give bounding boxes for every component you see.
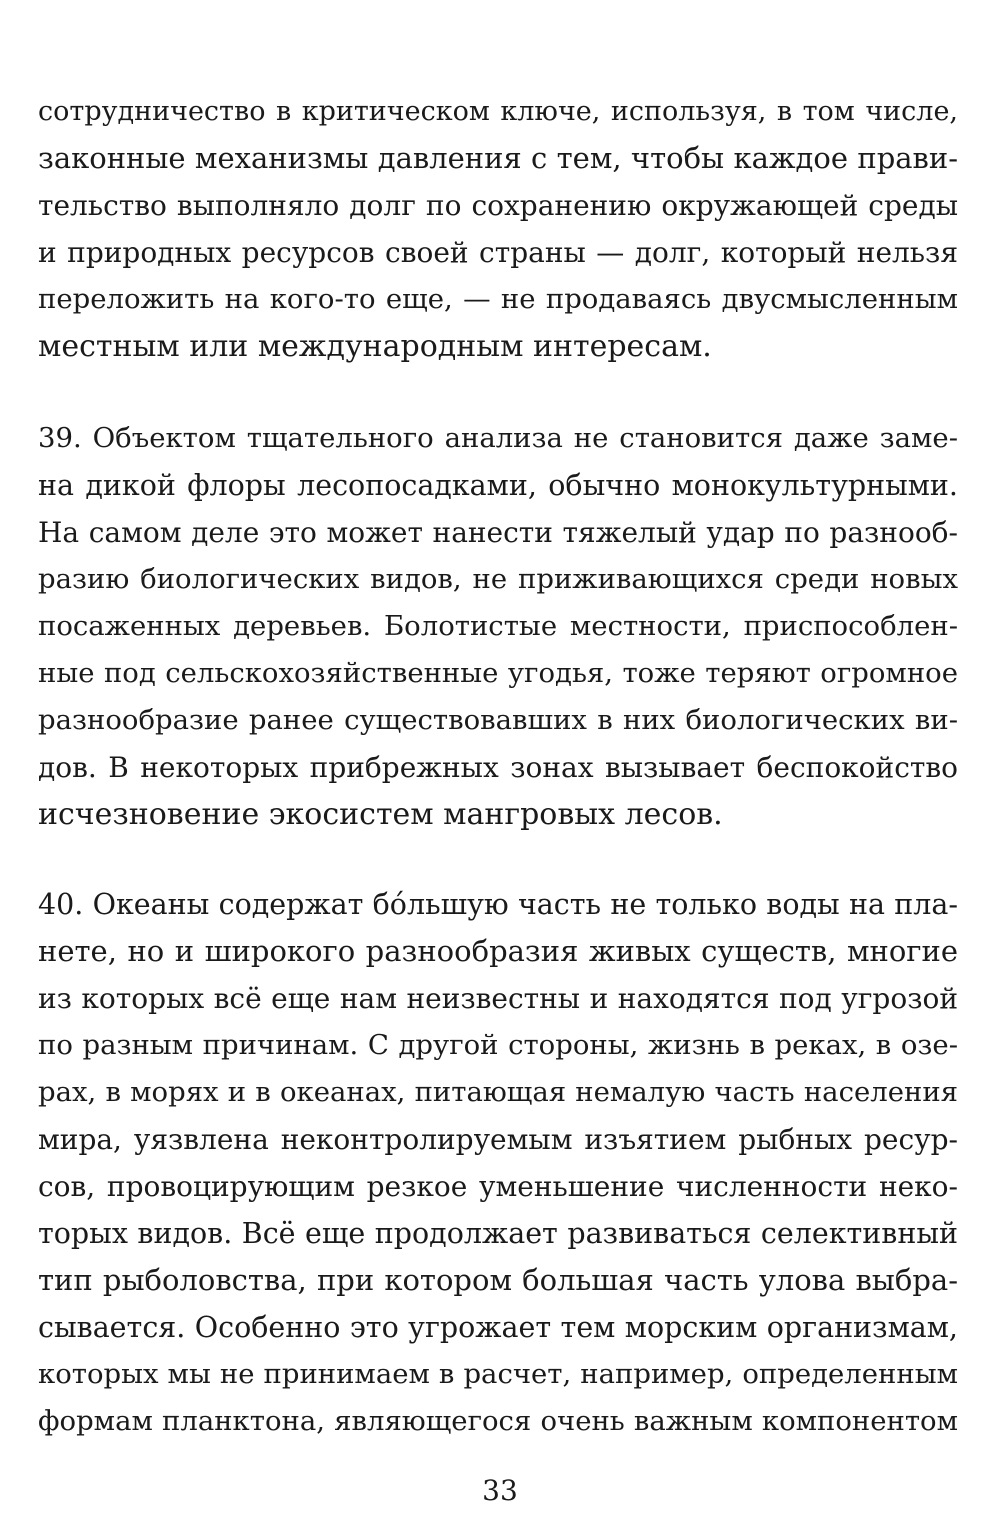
text-line: ные под сельскохозяйственные угодья, тоже теряют огромное	[38, 657, 958, 689]
page-number: 33	[482, 1474, 518, 1507]
paragraph-39	[38, 415, 958, 838]
text-line: формам планктона, являющегося очень важным компонентом	[38, 1405, 958, 1437]
text-line: сывается. Особенно это угрожает тем морским организмам,	[38, 1311, 958, 1344]
text-line: сотрудничество в критическом ключе, используя, в том числе,	[38, 96, 958, 127]
text-line: тельство выполняло долг по сохранению окружающей среды	[38, 189, 958, 222]
paragraph-40	[38, 881, 958, 1445]
text-line: нете, но и широкого разнообразия живых существ, многие	[38, 934, 958, 968]
text-line: дов. В некоторых прибрежных зонах вызывает беспокойство	[38, 751, 958, 784]
text-line: тип рыболовства, при котором большая часть улова выбра-	[38, 1263, 958, 1297]
text-line: переложить на кого-то еще, — не продаваясь двусмысленным	[38, 283, 958, 315]
text-line: разнообразие ранее существовавших в них биологических ви-	[38, 704, 958, 736]
text-line: законные механизмы давления с тем, чтобы каждое прави-	[38, 141, 958, 175]
text-line: торых видов. Всё еще продолжает развиваться селективный	[38, 1217, 958, 1250]
paragraph-continuation	[38, 88, 958, 370]
text-line: которых мы не принимаем в расчет, например, определенным	[38, 1358, 958, 1390]
text-line: из которых всё еще нам неизвестны и находятся под угрозой	[38, 982, 958, 1015]
text-line: сов, провоцирующим резкое уменьшение численности неко-	[38, 1170, 958, 1203]
text-line: посаженных деревьев. Болотистые местности, приспособлен-	[38, 610, 958, 642]
text-line: на дикой флоры лесопосадками, обычно монокультурными.	[38, 469, 958, 502]
text-line: исчезновение экосистем мангровых лесов.	[38, 797, 723, 832]
text-line: мира, уязвлена неконтролируемым изъятием рыбных ресур-	[38, 1123, 958, 1156]
text-line: и природных ресурсов своей страны — долг, который нельзя	[38, 236, 958, 269]
text-line: 39. Объектом тщательного анализа не становится даже заме-	[38, 422, 958, 454]
text-line: разию биологических видов, не приживающихся среди новых	[38, 563, 958, 595]
text-line: рах, в морях и в океанах, питающая немалую часть населения	[38, 1076, 958, 1108]
text-line: по разным причинам. С другой стороны, жизнь в реках, в озе-	[38, 1029, 958, 1061]
text-line: местным или международным интересам.	[38, 329, 712, 364]
text-line: На самом деле это может нанести тяжелый удар по разнооб-	[38, 516, 958, 549]
text-line: 40. Океаны содержат бóльшую часть не только воды на пла-	[38, 888, 958, 921]
